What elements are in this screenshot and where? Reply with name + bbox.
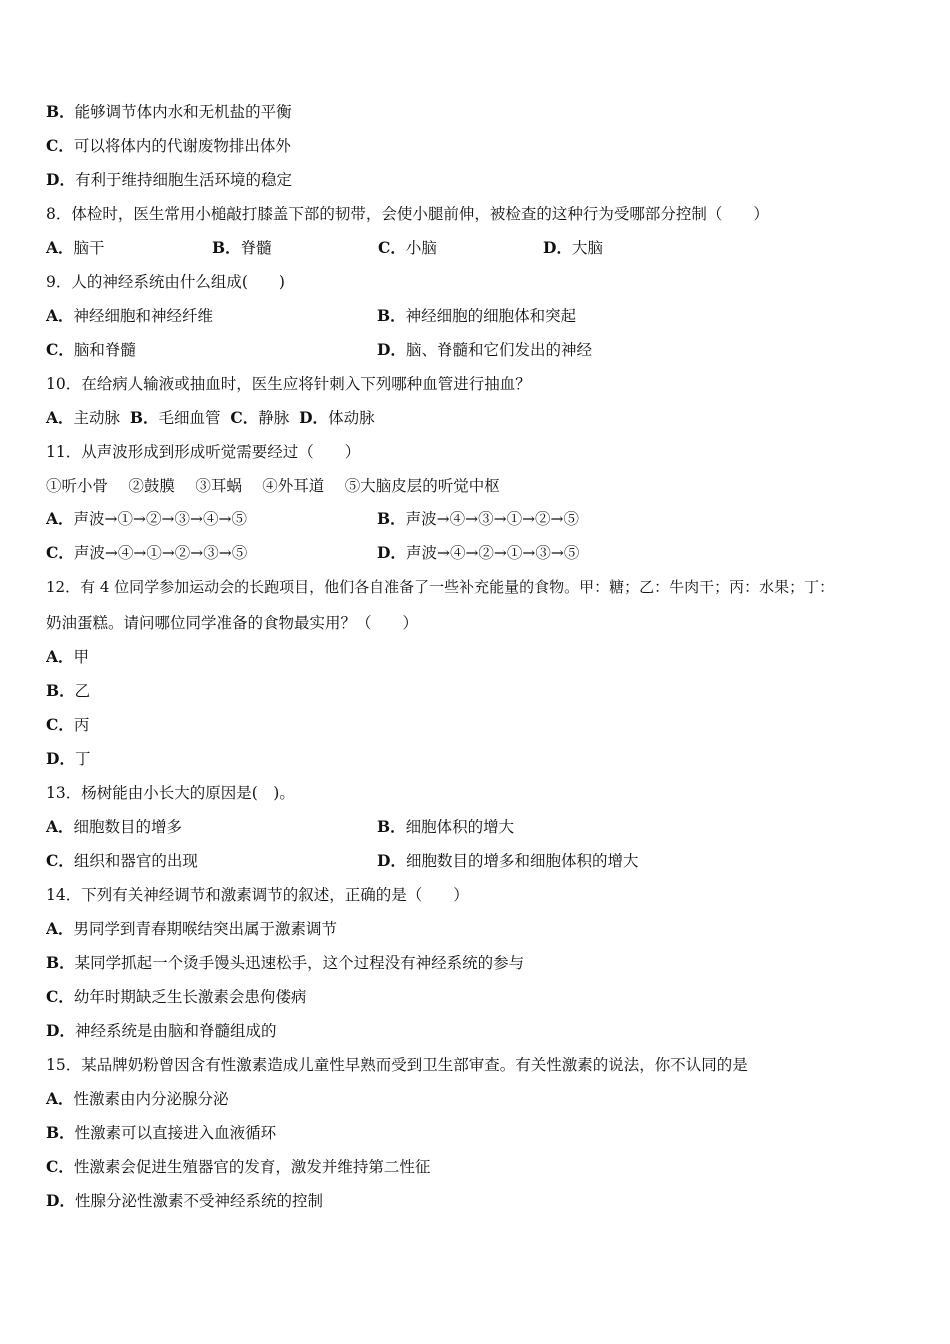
q10-option-b-text: 毛细血管 [158,409,221,427]
q9-option-a: A．神经细胞和神经纤维 [46,306,214,325]
q12-option-a: A．甲 [46,647,90,666]
q13-option-a: A．细胞数目的增多 [46,817,183,836]
q12-option-b: B．乙 [46,681,91,700]
q10-options [46,408,375,428]
q12-option-d: D．丁 [46,749,91,768]
q15-stem: 15．某品牌奶粉曾因含有性激素造成儿童性早熟而受到卫生部审查。有关性激素的说法，你不认同的是 [46,1056,748,1074]
q14-stem: 14．下列有关神经调节和激素调节的叙述，正确的是（ ） [46,886,469,904]
q10-option-d-label: D． [299,408,329,427]
q7-option-d: D．有利于维持细胞生活环境的稳定 [46,170,292,189]
q10-option-b-label: B． [129,408,159,427]
q10-option-d-text: 体动脉 [328,409,375,427]
q13-stem: 13．杨树能由小长大的原因是( )。 [46,784,295,802]
q10-option-c-label: C． [230,408,259,427]
q9-option-b: B．神经细胞的细胞体和突起 [377,306,577,325]
q11-option-a: A．声波→①→②→③→④→⑤ [46,509,247,528]
q15-option-c: C．性激素会促进生殖器官的发育，激发并维持第二性征 [46,1157,431,1176]
q12-stem-line2: 奶油蛋糕。请问哪位同学准备的食物最实用？（ ） [46,614,419,632]
q11-option-d: D．声波→④→②→①→③→⑤ [377,543,580,562]
q7-option-b: B．能够调节体内水和无机盐的平衡 [46,102,292,121]
q15-option-b: B．性激素可以直接进入血液循环 [46,1123,277,1142]
q10-stem: 10．在给病人输液或抽血时，医生应将针刺入下列哪种血管进行抽血？ [46,375,531,393]
q11-items: ①听小骨 ②鼓膜 ③耳蜗 ④外耳道 ⑤大脑皮层的听觉中枢 [46,477,500,495]
q13-option-b: B．细胞体积的增大 [377,817,515,836]
q13-option-d: D．细胞数目的增多和细胞体积的增大 [377,851,639,870]
q9-stem: 9．人的神经系统由什么组成( ) [46,273,285,291]
q15-option-a: A．性激素由内分泌腺分泌 [46,1089,229,1108]
q14-option-c: C．幼年时期缺乏生长激素会患佝偻病 [46,987,307,1006]
q10-option-a-text: 主动脉 [73,409,121,427]
q9-option-d: D．脑、脊髓和它们发出的神经 [377,340,592,359]
q8-option-b: B．脊髓 [212,238,272,257]
q9-option-c: C．脑和脊髓 [46,340,136,359]
q12-option-c: C．丙 [46,715,90,734]
q15-option-d: D．性腺分泌性激素不受神经系统的控制 [46,1191,323,1210]
q8-stem: 8．体检时，医生常用小槌敲打膝盖下部的韧带，会使小腿前伸，被检查的这种行为受哪部分控制（ ） [46,205,769,223]
q11-option-c: C．声波→④→①→②→③→⑤ [46,543,248,562]
q14-option-d: D．神经系统是由脑和脊髓组成的 [46,1021,277,1040]
q8-option-d: D．大脑 [543,238,603,257]
q8-option-c: C．小脑 [378,238,437,257]
q13-option-c: C．组织和器官的出现 [46,851,198,870]
q10-option-c-text: 静脉 [258,409,290,427]
q12-stem-line1: 12．有 4 位同学参加运动会的长跑项目，他们各自准备了一些补充能量的食物。甲：糖；乙：牛肉干；丙：水果；丁： [46,578,835,596]
q14-option-a: A．男同学到青春期喉结突出属于激素调节 [46,919,338,938]
q8-option-a: A．脑干 [46,238,105,257]
q7-option-c: C．可以将体内的代谢废物排出体外 [46,136,291,155]
q10-option-a-label: A． [46,408,74,427]
q11-option-b: B．声波→④→③→①→②→⑤ [377,509,580,528]
q14-option-b: B．某同学抓起一个烫手馒头迅速松手，这个过程没有神经系统的参与 [46,953,525,972]
q11-stem: 11．从声波形成到形成听觉需要经过（ ） [46,443,361,461]
